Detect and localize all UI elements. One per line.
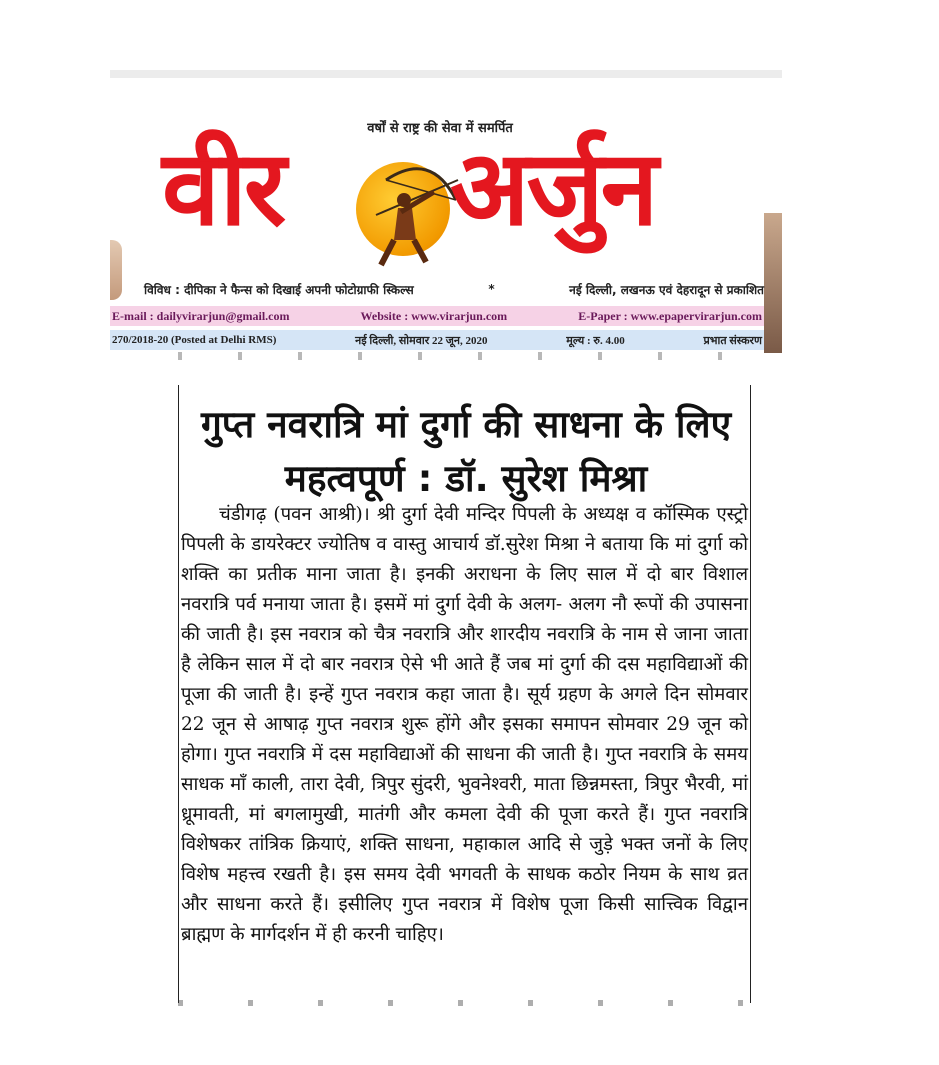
dateline-text: नई दिल्ली, सोमवार 22 जून, 2020 bbox=[355, 334, 488, 347]
contact-bar bbox=[110, 306, 764, 326]
masthead-info-row bbox=[144, 278, 764, 300]
publication-cities: नई दिल्ली, लखनऊ एवं देहरादून से प्रकाशित bbox=[569, 282, 764, 297]
article-body: चंडीगढ़ (पवन आश्री)। श्री दुर्गा देवी मन्दिर पिपली के अध्यक्ष व कॉस्मिक एस्ट्रो पिपली के डायरेक्टर ज्योतिष व वास्तु आचार्य डॉ.सुरेश मिश्रा ने बताया कि मां दुर्गा को शक्ति का प्रतीक माना जाता है। इनकी अराधना के लिए साल में दो बार विशाल नवरात्रि पर्व मनाया जाता है। इसमें मां दुर्गा देवी के अलग- अलग नौ रूपों की उपासना की जाती है। इस नवरात्र को चैत्र नवरात्रि और शारदीय नवरात्रि के नाम से जाना जाता है लेकिन साल में दो बार नवरात्र ऐसे भी आते हैं जब मां दुर्गा की दस महाविद्याओं की पूजा की जाती है। इन्हें गुप्त नवरात्र कहा जाता है। सूर्य ग्रहण के अगले दिन सोमवार 22 जून से आषाढ़ गुप्त नवरात्र शुरू होंगे और इसका समापन सोमवार 29 जून को होगा। गुप्त नवरात्रि में दस महाविद्याओं की साधना की जाती है। गुप्त नवरात्रि के समय साधक माँ काली, तारा देवी, त्रिपुर सुंदरी, भुवनेश्वरी, माता छिन्नमस्ता, त्रिपुर भैरवी, मां ध्रूमावती, मां बगलामुखी, मातंगी और कमला देवी की पूजा करते हैं। गुप्त नवरात्रि विशेषकर तांत्रिक क्रियाएं, शक्ति साधना, महाकाल आदि से जुड़े भक्त जनों के लिए विशेष महत्त्व रखती है। इस समय देवी भगवती के साधक कठोर नियम के साथ व्रत और साधना करते हैं। इसीलिए गुप्त नवरात्र में विशेष पूजा किसी सात्त्विक विद्वान ब्राह्मण के मार्गदर्शन में ही करनी चाहिए। bbox=[181, 504, 748, 945]
website-text: Website : www.virarjun.com bbox=[360, 308, 508, 323]
dateline-bar bbox=[110, 330, 764, 350]
archer-emblem-icon bbox=[356, 162, 450, 256]
masthead-title-right: अर्जुन bbox=[450, 127, 656, 249]
clipped-text-bottom bbox=[178, 1000, 751, 1006]
email-text: E-mail : dailyvirarjun@gmail.com bbox=[112, 308, 290, 323]
top-gray-strip bbox=[110, 70, 782, 78]
clipped-text-top bbox=[178, 352, 778, 360]
side-photo-right bbox=[764, 213, 782, 353]
newspaper-masthead bbox=[110, 100, 782, 355]
price-text: मूल्य : रु. 4.00 bbox=[566, 334, 625, 347]
edition-text: प्रभात संस्करण bbox=[703, 334, 762, 347]
masthead-title-left: वीर bbox=[162, 127, 284, 249]
star-separator: * bbox=[488, 282, 495, 296]
registration-text: 270/2018-20 (Posted at Delhi RMS) bbox=[112, 334, 277, 346]
epaper-text: E-Paper : www.epapervirarjun.com bbox=[578, 308, 762, 323]
article-headline: गुप्त नवरात्रि मां दुर्गा की साधना के लिए महत्वपूर्ण : डॉ. सुरेश मिश्रा bbox=[200, 403, 732, 500]
masthead-tagline: वर्षों से राष्ट्र की सेवा में समर्पित bbox=[367, 121, 513, 136]
vividh-headline: विविध : दीपिका ने फैन्स को दिखाई अपनी फोटोग्राफी स्किल्स bbox=[144, 282, 414, 297]
side-photo-left bbox=[110, 240, 122, 300]
